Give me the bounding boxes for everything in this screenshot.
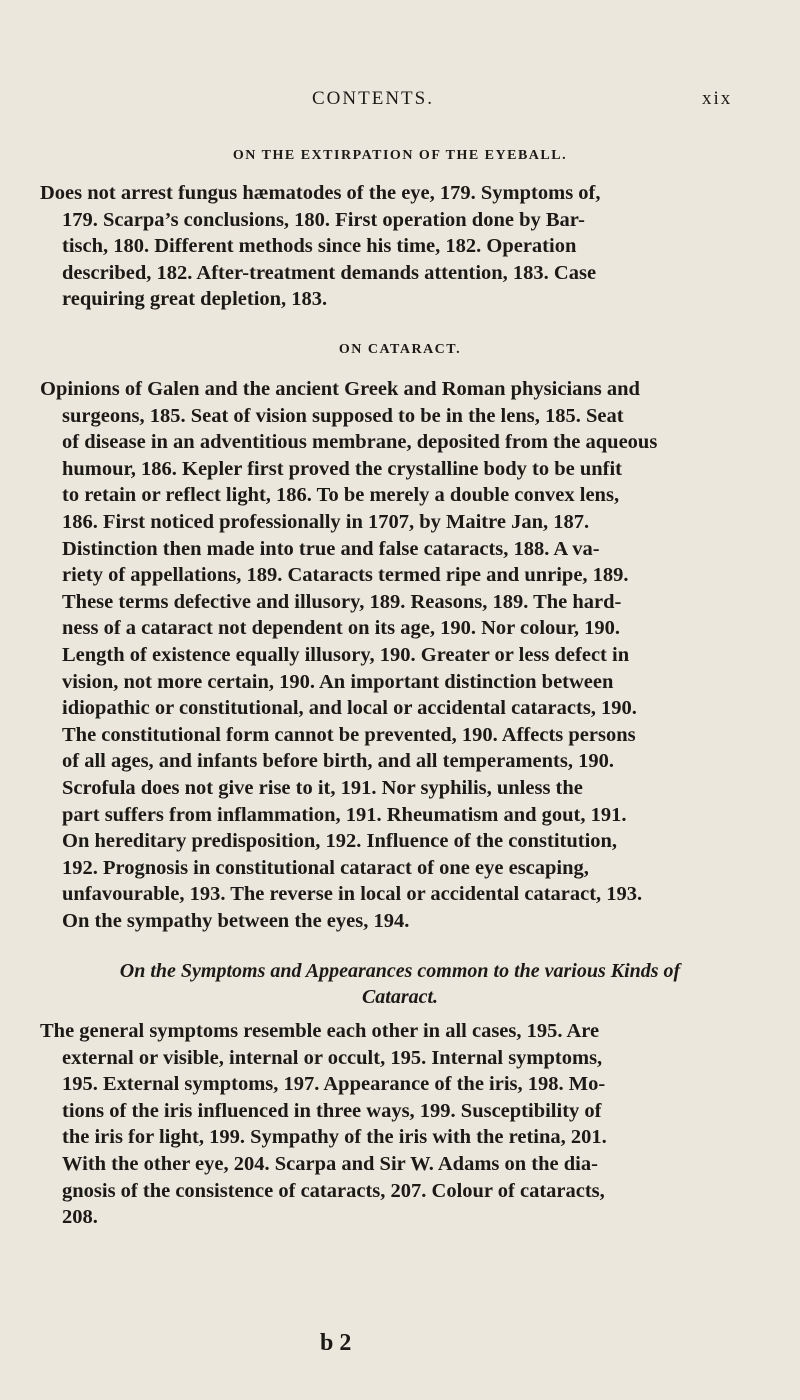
section-heading-cataract: ON CATARACT.	[338, 342, 462, 357]
text-line: On the sympathy between the eyes, 194.	[62, 909, 410, 932]
running-head-title: CONTENTS.	[312, 88, 434, 109]
text-line: described, 182. After-treatment demands attention, 183. Case	[62, 261, 597, 284]
text-line: part suffers from inflammation, 191. Rheumatism and gout, 191.	[62, 803, 627, 826]
text-line: to retain or reflect light, 186. To be merely a double convex lens,	[62, 484, 620, 507]
text-line: of disease in an adventitious membrane, deposited from the aqueous	[62, 431, 658, 454]
section-heading-symptoms	[40, 958, 760, 1010]
section-heading-line: Cataract.	[361, 986, 439, 1008]
text-line: These terms defective and illusory, 189. Reasons, 189. The hard-	[62, 590, 622, 613]
text-line: tisch, 180. Different methods since his time, 182. Operation	[62, 235, 577, 258]
text-line: Opinions of Galen and the ancient Greek and Roman physicians and	[40, 378, 640, 400]
running-head	[0, 88, 800, 118]
text-line: 208.	[62, 1206, 98, 1229]
text-line: humour, 186. Kepler first proved the crystalline body to be unfit	[62, 457, 622, 480]
section-heading-extirpation: ON THE EXTIRPATION OF THE EYEBALL.	[232, 148, 568, 163]
section-heading-line: On the Symptoms and Appearances common to the various Kinds of	[119, 960, 681, 982]
text-line: Length of existence equally illusory, 190. Greater or less defect in	[62, 643, 630, 666]
text-line: 195. External symptoms, 197. Appearance of the iris, 198. Mo-	[62, 1073, 606, 1096]
text-line: the iris for light, 199. Sympathy of the iris with the retina, 201.	[62, 1126, 607, 1149]
page-number: xix	[702, 88, 733, 109]
text-line: 192. Prognosis in constitutional cataract of one eye escaping,	[62, 856, 589, 879]
text-line: Distinction then made into true and false cataracts, 188. A va-	[62, 537, 600, 560]
text-line: On hereditary predisposition, 192. Influence of the constitution,	[62, 830, 618, 853]
paragraph-extirpation	[40, 180, 752, 313]
text-line: Scrofula does not give rise to it, 191. Nor syphilis, unless the	[62, 776, 583, 799]
text-line: The general symptoms resemble each other in all cases, 195. Are	[40, 1020, 600, 1042]
text-line: external or visible, internal or occult, 195. Internal symptoms,	[62, 1046, 603, 1069]
text-line: The constitutional form cannot be prevented, 190. Affects persons	[62, 723, 636, 746]
text-line: surgeons, 185. Seat of vision supposed to be in the lens, 185. Seat	[62, 404, 624, 427]
text-line: riety of appellations, 189. Cataracts termed ripe and unripe, 189.	[62, 564, 629, 587]
text-line: of all ages, and infants before birth, and all temperaments, 190.	[62, 750, 614, 773]
text-line: vision, not more certain, 190. An important distinction between	[62, 670, 614, 693]
text-line: 186. First noticed professionally in 1707, by Maitre Jan, 187.	[62, 510, 590, 533]
text-line: gnosis of the consistence of cataracts, 207. Colour of cataracts,	[62, 1179, 605, 1202]
paragraph-symptoms	[40, 1018, 752, 1231]
text-line: ness of a cataract not dependent on its age, 190. Nor colour, 190.	[62, 617, 621, 640]
signature-mark: b 2	[320, 1330, 352, 1356]
text-line: unfavourable, 193. The reverse in local or accidental cataract, 193.	[62, 883, 643, 906]
text-line: 179. Scarpa’s conclusions, 180. First operation done by Bar-	[62, 208, 585, 231]
text-line: idiopathic or constitutional, and local or accidental cataracts, 190.	[62, 697, 637, 720]
text-line: tions of the iris influenced in three ways, 199. Susceptibility of	[62, 1099, 602, 1122]
text-line: Does not arrest fungus hæmatodes of the eye, 179. Symptoms of,	[40, 182, 601, 204]
text-line: requiring great depletion, 183.	[62, 288, 328, 311]
text-line: With the other eye, 204. Scarpa and Sir W. Adams on the dia-	[62, 1152, 598, 1175]
paragraph-cataract	[40, 376, 752, 934]
